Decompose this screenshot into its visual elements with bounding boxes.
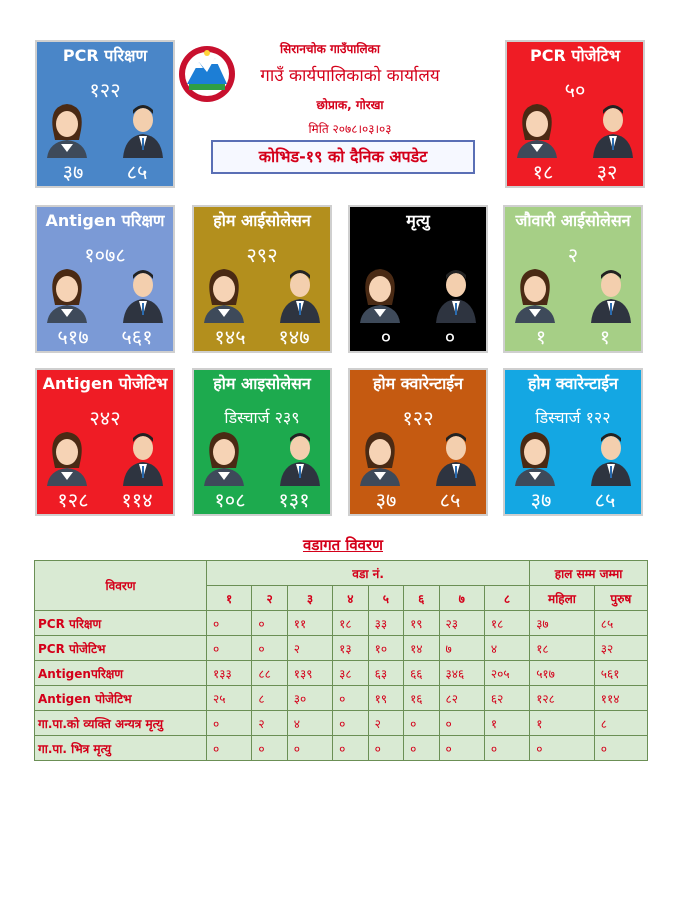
male-count: ५६१ xyxy=(121,325,153,349)
female-avatar-icon xyxy=(45,100,89,158)
male-count: ३२ xyxy=(596,160,618,184)
female-avatar-icon xyxy=(358,428,402,486)
table-cell: १३३ xyxy=(207,661,252,686)
card-value: १०७८ xyxy=(84,243,126,267)
card-antigen-positive xyxy=(35,368,175,516)
table-cell: ११४ xyxy=(594,686,647,711)
male-avatar-icon xyxy=(591,428,631,486)
table-cell: २३ xyxy=(439,611,484,636)
table-cell: १ xyxy=(530,711,595,736)
female-count: ५१७ xyxy=(57,325,89,349)
female-count: ३७ xyxy=(62,160,84,184)
table-cell: १४ xyxy=(404,636,439,661)
table-cell: १९ xyxy=(404,611,439,636)
card-title: होम आइसोलेसन xyxy=(213,374,311,393)
municipality-name: सिरानचोक गाउँपालिका xyxy=(280,42,380,56)
card-title: होम क्वारेन्टाईन xyxy=(372,374,464,393)
female-avatar-icon xyxy=(513,265,557,323)
table-cell: ० xyxy=(333,686,368,711)
male-count: ८५ xyxy=(126,160,148,184)
ward-number: ६ xyxy=(404,586,439,611)
table-cell: ७ xyxy=(439,636,484,661)
location: छोप्राक, गोरखा xyxy=(316,98,384,112)
table-cell: १६ xyxy=(404,686,439,711)
ward-number: ५ xyxy=(368,586,403,611)
female-avatar-icon xyxy=(45,428,89,486)
table-cell: ८२ xyxy=(439,686,484,711)
male-avatar-icon xyxy=(123,100,163,158)
card-title: होम आईसोलेसन xyxy=(213,211,311,230)
card-value: १२२ xyxy=(89,78,121,102)
card-title: Antigen परिक्षण xyxy=(45,211,165,230)
table-cell: ८८ xyxy=(252,661,287,686)
female-avatar-icon xyxy=(513,428,557,486)
card-title: Antigen पोजेटिभ xyxy=(42,374,168,393)
card-title: PCR परिक्षण xyxy=(62,46,148,65)
row-label: Antigen पोजेटिभ xyxy=(35,686,207,711)
card-value: डिस्चार्ज १२२ xyxy=(535,408,611,427)
table-cell: ६२ xyxy=(484,686,529,711)
row-label: गा.पा.को व्यक्ति अन्यत्र मृत्यु xyxy=(35,711,207,736)
male-count: ८५ xyxy=(439,488,461,512)
table-cell: ० xyxy=(484,736,529,761)
female-count: १०८ xyxy=(214,488,246,512)
female-count: १८ xyxy=(532,160,554,184)
ward-header: वडा नं. xyxy=(207,561,530,586)
table-cell: ६३ xyxy=(368,661,403,686)
date: मिति २०७८।०३।०३ xyxy=(308,122,392,136)
male-avatar-icon xyxy=(593,100,633,158)
table-cell: ० xyxy=(207,611,252,636)
card-death xyxy=(348,205,488,353)
female-count: १४५ xyxy=(214,325,246,349)
table-cell: ० xyxy=(439,711,484,736)
table-cell: १३९ xyxy=(287,661,332,686)
table-cell: ३३ xyxy=(368,611,403,636)
card-home-quarantine xyxy=(348,368,488,516)
table-cell: ३८ xyxy=(333,661,368,686)
table-cell: ० xyxy=(368,736,403,761)
table-cell: १८ xyxy=(530,636,595,661)
table-cell: ० xyxy=(404,736,439,761)
table-row xyxy=(35,636,648,661)
ward-section-title: वडागत विवरण xyxy=(302,536,383,554)
male-avatar-icon xyxy=(280,428,320,486)
table-cell: ० xyxy=(530,736,595,761)
card-value: २४२ xyxy=(89,406,121,430)
male-count: १ xyxy=(599,325,611,349)
table-row xyxy=(35,611,648,636)
female-header: महिला xyxy=(530,586,595,611)
table-cell: १८ xyxy=(333,611,368,636)
card-home-isolation xyxy=(192,205,332,353)
table-cell: ० xyxy=(404,711,439,736)
table-cell: ० xyxy=(207,711,252,736)
label-header: विवरण xyxy=(35,561,207,611)
male-count: ११४ xyxy=(121,488,153,512)
table-row xyxy=(35,736,648,761)
table-header-row xyxy=(35,561,648,586)
card-pcr-test xyxy=(35,40,175,188)
ward-number: १ xyxy=(207,586,252,611)
female-count: ३७ xyxy=(375,488,397,512)
card-home-quarantine-discharge xyxy=(503,368,643,516)
male-count: १३१ xyxy=(278,488,310,512)
male-avatar-icon xyxy=(436,265,476,323)
table-cell: ३४६ xyxy=(439,661,484,686)
card-title: मृत्यु xyxy=(406,211,430,230)
male-avatar-icon xyxy=(123,428,163,486)
table-cell: ३७ xyxy=(530,611,595,636)
ward-number: २ xyxy=(252,586,287,611)
table-cell: ५१७ xyxy=(530,661,595,686)
table-cell: ० xyxy=(252,736,287,761)
table-row xyxy=(35,686,648,711)
table-cell: ३० xyxy=(287,686,332,711)
table-cell: ८५ xyxy=(594,611,647,636)
card-value: २९२ xyxy=(246,243,278,267)
table-row xyxy=(35,661,648,686)
ward-number: ३ xyxy=(287,586,332,611)
table-cell: १० xyxy=(368,636,403,661)
table-cell: ० xyxy=(252,611,287,636)
daily-update-banner: कोभिड-१९ को दैनिक अपडेट xyxy=(211,140,475,174)
male-count: ० xyxy=(444,325,456,349)
table-cell: २५ xyxy=(207,686,252,711)
card-value: २ xyxy=(567,243,579,267)
table-cell: १३ xyxy=(333,636,368,661)
table-cell: ८ xyxy=(594,711,647,736)
table-cell: ० xyxy=(333,736,368,761)
card-jauwari-isolation xyxy=(503,205,643,353)
female-count: ० xyxy=(380,325,392,349)
female-count: ३७ xyxy=(530,488,552,512)
female-avatar-icon xyxy=(45,265,89,323)
table-cell: २०५ xyxy=(484,661,529,686)
ward-table-body xyxy=(35,611,648,761)
table-cell: ० xyxy=(287,736,332,761)
ward-number: ८ xyxy=(484,586,529,611)
female-count: १२८ xyxy=(57,488,89,512)
card-home-isolation-discharge xyxy=(192,368,332,516)
total-header: हाल सम्म जम्मा xyxy=(530,561,648,586)
male-header: पुरुष xyxy=(594,586,647,611)
table-cell: ० xyxy=(439,736,484,761)
office-header xyxy=(175,38,485,188)
table-cell: १८ xyxy=(484,611,529,636)
card-value: ५० xyxy=(564,78,586,102)
card-value: १२२ xyxy=(402,406,434,430)
table-cell: ६६ xyxy=(404,661,439,686)
ward-number: ४ xyxy=(333,586,368,611)
female-avatar-icon xyxy=(515,100,559,158)
female-count: १ xyxy=(535,325,547,349)
row-label: PCR परिक्षण xyxy=(35,611,207,636)
male-avatar-icon xyxy=(436,428,476,486)
male-avatar-icon xyxy=(123,265,163,323)
table-cell: २ xyxy=(368,711,403,736)
card-value: डिस्चार्ज २३९ xyxy=(224,408,300,427)
ward-table xyxy=(34,560,648,761)
table-row xyxy=(35,711,648,736)
table-cell: ० xyxy=(252,636,287,661)
male-count: १४७ xyxy=(278,325,310,349)
table-cell: ४ xyxy=(484,636,529,661)
table-cell: १ xyxy=(484,711,529,736)
table-cell: २ xyxy=(287,636,332,661)
table-cell: ४ xyxy=(287,711,332,736)
male-avatar-icon xyxy=(591,265,631,323)
table-cell: ० xyxy=(594,736,647,761)
card-title: होम क्वारेन्टाईन xyxy=(527,374,619,393)
male-avatar-icon xyxy=(280,265,320,323)
card-antigen-test xyxy=(35,205,175,353)
table-cell: १२८ xyxy=(530,686,595,711)
table-cell: ३२ xyxy=(594,636,647,661)
row-label: Antigenपरिक्षण xyxy=(35,661,207,686)
card-title: PCR पोजेटिभ xyxy=(530,46,620,65)
table-cell: ५६१ xyxy=(594,661,647,686)
table-cell: ० xyxy=(333,711,368,736)
table-cell: ० xyxy=(207,736,252,761)
office-name: गाउँ कार्यपालिकाको कार्यालय xyxy=(260,66,440,86)
table-cell: ० xyxy=(207,636,252,661)
male-count: ८५ xyxy=(594,488,616,512)
table-cell: २ xyxy=(252,711,287,736)
ward-number: ७ xyxy=(439,586,484,611)
table-cell: ११ xyxy=(287,611,332,636)
female-avatar-icon xyxy=(358,265,402,323)
female-avatar-icon xyxy=(202,428,246,486)
card-pcr-positive xyxy=(505,40,645,188)
row-label: गा.पा. भित्र मृत्यु xyxy=(35,736,207,761)
row-label: PCR पोजेटिभ xyxy=(35,636,207,661)
card-title: जौवारी आईसोलेसन xyxy=(515,211,631,230)
table-cell: ८ xyxy=(252,686,287,711)
table-cell: १९ xyxy=(368,686,403,711)
female-avatar-icon xyxy=(202,265,246,323)
